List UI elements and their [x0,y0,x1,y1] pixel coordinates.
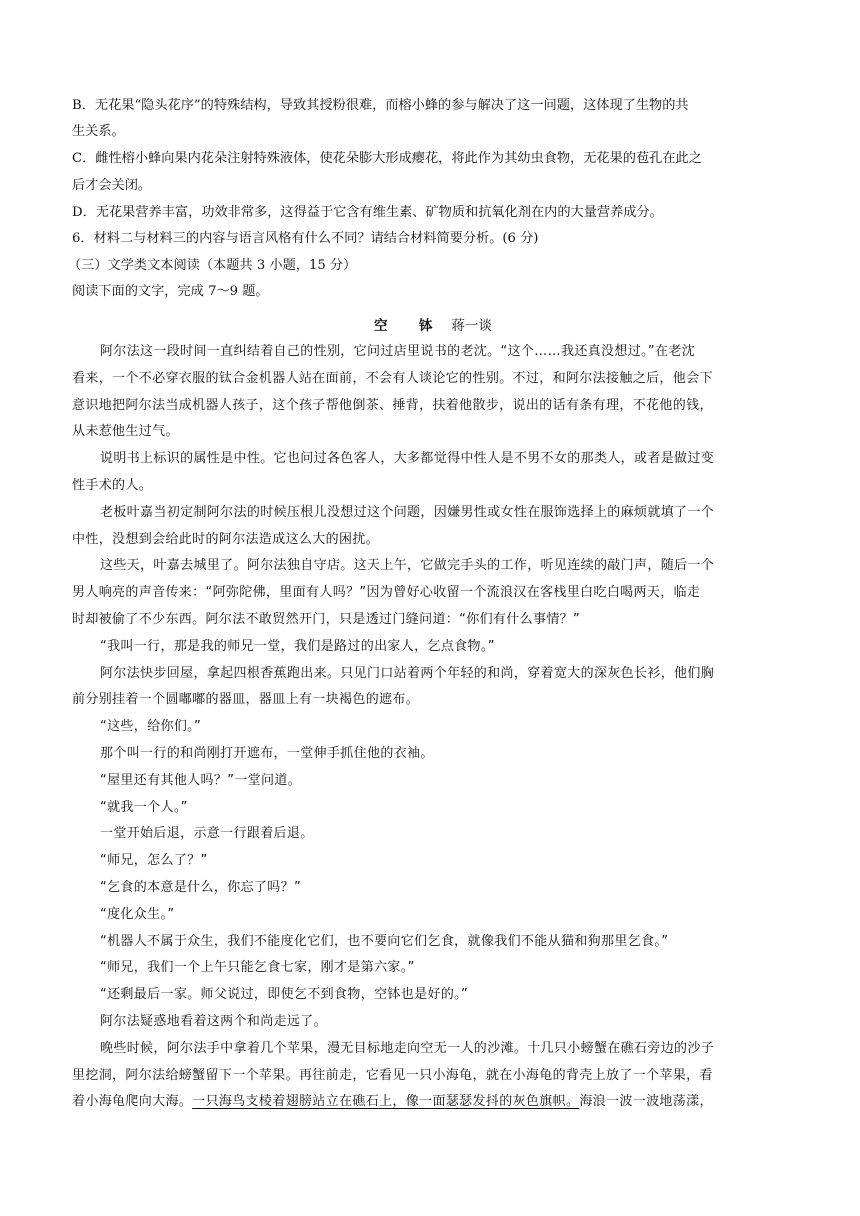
story-line: 老板叶嘉当初定制阿尔法的时候压根儿没想过这个问题，因嫌男性或女性在服饰选择上的麻烦就填了一个 [100,505,715,520]
story-line: 中性，没想到会给此时的阿尔法造成这么大的困扰。 [72,532,380,547]
story-line: “师兄，我们一个上午只能乞食七家，刚才是第六家。” [100,960,415,975]
option-d: D．无花果营养丰富，功效非常多，这得益于它含有维生素、矿物质和抗氧化剂在内的大量营养成分。 [72,205,663,220]
story-line: 阿尔法快步回屋，拿起四根香蕉跑出来。只见门口站着两个年轻的和尚，穿着宽大的深灰色长衫，他们胸 [100,666,715,681]
story-line-mixed [72,1092,794,1112]
story-line: 说明书上标识的属性是中性。它也问过各色客人，大多都觉得中性人是不男不女的那类人，或者是做过变 [100,451,715,466]
story-line: 一堂开始后退，示意一行跟着后退。 [100,826,314,841]
story-line: 看来，一个不必穿衣服的钛合金机器人站在面前，不会有人谈论它的性别。不过，和阿尔法接触之后，他会下 [72,371,713,386]
option-c-line-1: C．雌性榕小蜂向果内花朵注射特殊液体，使花朵膨大形成瘿花，将此作为其幼虫食物，无花果的苞孔在此之 [72,151,702,166]
story-line: 男人响亮的声音传来：“阿弥陀佛，里面有人吗？”因为曾好心收留一个流浪汉在客栈里白吃白喝两天，临走 [72,585,701,600]
story-line: 里挖洞，阿尔法给螃蟹留下一个苹果。再往前走，它看见一只小海龟，就在小海龟的背壳上放了一个苹果，看 [72,1068,713,1083]
story-line: “师兄，怎么了？” [100,853,208,868]
story-line: “屋里还有其他人吗？”一堂问道。 [100,773,302,788]
story-author: 蒋一谈 [451,318,492,334]
story-line: “这些，给你们。” [100,719,202,734]
story-line: 阿尔法这一段时间一直纠结着自己的性别，它问过店里说书的老沈。“这个……我还真没想过。”在老沈 [100,344,696,359]
story-line: 前分别挂着一个圆嘟嘟的器皿，器皿上有一块褐色的遮布。 [72,692,420,707]
story-line: “度化众生。” [100,907,175,922]
story-line: 那个叫一行的和尚刚打开遮布，一堂伸手抓住他的衣袖。 [100,746,434,761]
underlined-sentence: 一只海鸟支棱着翅膀站立在礁石上，像一面瑟瑟发抖的灰色旗帜。 [192,1094,580,1109]
section-heading: （三）文学类文本阅读（本题共 3 小题，15 分） [68,258,357,273]
story-line: “还剩最后一家。师父说过，即使乞不到食物，空钵也是好的。” [100,987,469,1002]
story-line: “就我一个人。” [100,800,188,815]
story-line: 这些天，叶嘉去城里了。阿尔法独自守店。这天上午，它做完手头的工作，听见连续的敲门声，随后一个 [100,558,715,573]
story-line: 阿尔法疑惑地看着这两个和尚走远了。 [100,1014,327,1029]
story-segment: 着小海龟爬向大海。 [72,1094,193,1109]
option-b-line-2: 生关系。 [72,124,125,139]
story-line: “我叫一行，那是我的师兄一堂，我们是路过的出家人，乞点食物。” [100,639,495,654]
story-line: 意识地把阿尔法当成机器人孩子，这个孩子帮他倒茶、捶背，扶着他散步，说出的话有条有理，不花他的钱， [72,398,713,413]
reading-instruction: 阅读下面的文字，完成 7～9 题。 [72,284,269,299]
story-title-line [72,316,794,336]
question-6: 6．材料二与材料三的内容与语言风格有什么不同？请结合材料简要分析。(6 分) [72,231,539,246]
story-title: 空 钵 [374,318,442,334]
story-line: “机器人不属于众生，我们不能度化它们，也不要向它们乞食，就像我们不能从猫和狗那里乞食。” [100,934,669,949]
story-segment: 海浪一波一波地荡漾， [579,1094,713,1109]
option-c-line-2: 后才会关闭。 [72,178,152,193]
story-line: 晚些时候，阿尔法手中拿着几个苹果，漫无目标地走向空无一人的沙滩。十几只小螃蟹在礁石旁边的沙子 [100,1041,715,1056]
option-b-line-1: B．无花果“隐头花序”的特殊结构，导致其授粉很难，而榕小蜂的参与解决了这一问题，这体现了生物的共 [72,98,689,113]
story-line: 性手术的人。 [72,478,153,493]
story-line: “乞食的本意是什么，你忘了吗？” [100,880,302,895]
story-line: 从未惹他生过气。 [72,424,179,439]
story-line: 时却被偷了不少东西。阿尔法不敢贸然开门，只是透过门缝问道：“你们有什么事情？” [72,612,581,627]
